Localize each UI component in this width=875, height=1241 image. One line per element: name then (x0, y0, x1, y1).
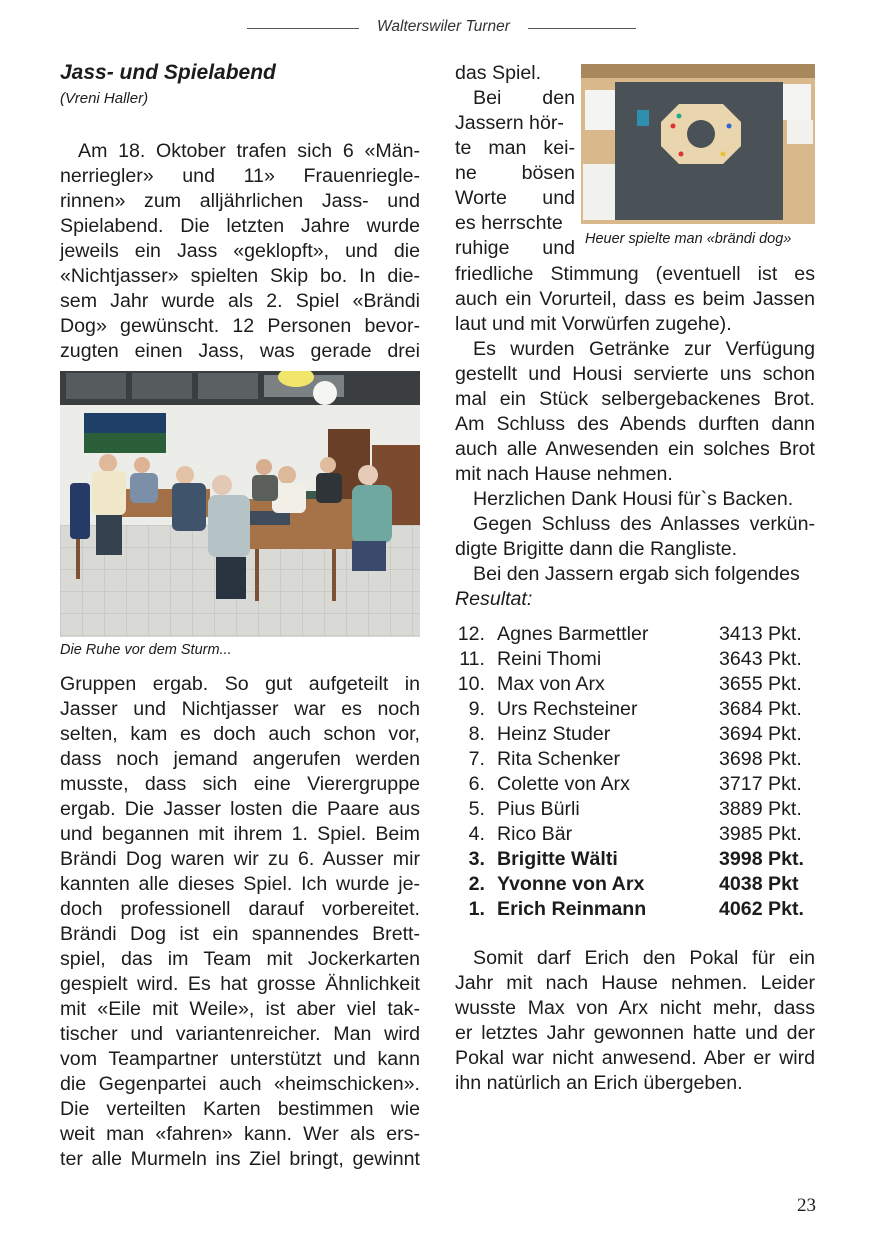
text-line: Am 18. Oktober trafen sich 6 «Män- (78, 140, 420, 162)
photo-brandi-dog-board-image (581, 64, 815, 224)
text-line: Pokal war nicht anwesend. Aber er wird (455, 1047, 815, 1069)
text-line: selten, kam es doch auch schon vor, (60, 723, 420, 745)
result-rank: 2. (468, 873, 485, 895)
result-row (455, 772, 815, 797)
text-line: dass noch jemand angerufen werden (60, 748, 420, 770)
text-line: te man kei- (455, 137, 575, 159)
text-line: Gruppen ergab. So gut aufgeteilt in (60, 673, 420, 695)
result-rank: 7. (468, 748, 485, 770)
text-line: mal ein Stück selbergebackenes Brot. (455, 388, 815, 410)
result-points: 3694 Pkt. (719, 723, 802, 745)
result-points: 3889 Pkt. (719, 798, 802, 820)
result-name: Agnes Barmettler (497, 623, 649, 645)
text-line: vom Teampartner unterstützt und kann (60, 1048, 420, 1070)
text-line: es herrschte (455, 212, 563, 234)
result-row (455, 672, 815, 697)
result-name: Pius Bürli (497, 798, 580, 820)
page-number: 23 (797, 1195, 816, 1216)
text-line: Worte und (455, 187, 575, 209)
result-points: 3655 Pkt. (719, 673, 802, 695)
result-name: Colette von Arx (497, 773, 630, 795)
result-name: Rita Schenker (497, 748, 621, 770)
result-name: Erich Reinmann (497, 898, 647, 920)
text-line: ruhige und (455, 237, 575, 259)
result-rank: 12. (457, 623, 485, 645)
text-line: die Gegenpartei auch «heimschicken». (60, 1073, 420, 1095)
photo1-caption: Die Ruhe vor dem Sturm... (60, 642, 232, 658)
text-line: Spielabend. Die letzten Jahre wurde (60, 215, 420, 237)
text-line: mit «Eile mit Weile», ist aber viel tak- (60, 998, 420, 1020)
text-line: ergab. Die Jasser losten die Paare aus (60, 798, 420, 820)
text-line: ne bösen (455, 162, 575, 184)
result-row (455, 647, 815, 672)
photo-players-hall-image (60, 371, 420, 637)
text-line: auch alle Anwesenden ein solches Brot (455, 438, 815, 460)
text-line: Resultat: (455, 588, 533, 610)
result-points: 3717 Pkt. (719, 773, 802, 795)
text-line: laut und mit Vorwürfen zugehe). (455, 313, 732, 335)
text-line: Am Schluss des Abends durften dann (455, 413, 815, 435)
text-line: Es wurden Getränke zur Verfügung (473, 338, 815, 360)
photo-players-hall (60, 371, 420, 637)
result-row (455, 722, 815, 747)
text-line: rinnen» zum alljährlichen Jass- und (60, 190, 420, 212)
text-line: und begannen mit ihrem 1. Spiel. Beim (60, 823, 420, 845)
intro-paragraph (60, 139, 420, 364)
result-points: 3643 Pkt. (719, 648, 802, 670)
result-name: Yvonne von Arx (497, 873, 645, 895)
result-rank: 1. (468, 898, 485, 920)
col2-body-text (455, 262, 815, 612)
col1-continuation (60, 672, 420, 1172)
text-line: das Spiel. (455, 62, 542, 84)
text-line: «Nichtjasser» spielten Skip bo. In die- (60, 265, 420, 287)
photo-brandi-dog-board (581, 64, 815, 224)
text-line: jeweils ein Jass «geklopft», und die (60, 240, 420, 262)
result-row-podium (455, 847, 815, 872)
photo2-caption: Heuer spielte man «brändi dog» (585, 231, 792, 247)
running-header (0, 18, 875, 40)
text-line: Somit darf Erich den Pokal für ein (473, 947, 815, 969)
text-line: doch professionell darauf vorbereitet. (60, 898, 420, 920)
result-points: 3985 Pkt. (719, 823, 802, 845)
result-row (455, 622, 815, 647)
text-line: musste, dass sich eine Vierergruppe (60, 773, 420, 795)
text-line: Brändi Dog ist ein spannendes Brett- (60, 923, 420, 945)
text-line: auch ein Vorurteil, dass es beim Jassen (455, 288, 815, 310)
text-line: er letztes Jahr gewonnen hatte und der (455, 1022, 815, 1044)
text-line: digte Brigitte dann die Rangliste. (455, 538, 738, 560)
col2-ending-text (455, 946, 815, 1096)
text-line: spiel, das im Team mit Jockerkarten (60, 948, 420, 970)
text-line: Gegen Schluss des Anlasses verkün- (473, 513, 815, 535)
text-line: wusste Max von Arx nicht mehr, dass (455, 997, 815, 1019)
text-line: Herzlichen Dank Housi für`s Backen. (473, 488, 794, 510)
text-line: friedliche Stimmung (eventuell ist es (455, 263, 815, 285)
text-line: Brändi Dog waren wir zu 6. Ausser mir (60, 848, 420, 870)
results-list (455, 622, 815, 922)
text-line: weit man «fahren» kann. Wer als ers- (60, 1123, 420, 1145)
result-points: 4038 Pkt (719, 873, 799, 895)
text-line: ter alle Murmeln ins Ziel bringt, gewinnt (60, 1148, 420, 1170)
result-row-winner (455, 897, 815, 922)
result-row (455, 797, 815, 822)
text-line: kannten alle dieses Spiel. Ich wurde je- (60, 873, 420, 895)
result-name: Heinz Studer (497, 723, 611, 745)
result-name: Brigitte Wälti (497, 848, 618, 870)
text-line: Dog» gewünscht. 12 Personen bevor- (60, 315, 420, 337)
result-row-podium (455, 872, 815, 897)
result-name: Rico Bär (497, 823, 573, 845)
text-line: mit nach Hause nehmen. (455, 463, 673, 485)
text-line: ihn natürlich an Erich übergeben. (455, 1072, 743, 1094)
article-author: (Vreni Haller) (60, 90, 149, 107)
text-line: sem Jahr wurde als 2. Spiel «Brändi (60, 290, 420, 312)
text-line: tischer und variantenreicher. Man wird (60, 1023, 420, 1045)
result-points: 3413 Pkt. (719, 623, 802, 645)
text-line: gespielt wird. Es hat grosse Ähnlichkeit (60, 973, 420, 995)
result-rank: 8. (468, 723, 485, 745)
text-line: Bei den Jassern ergab sich folgendes (473, 563, 800, 585)
result-points: 3684 Pkt. (719, 698, 802, 720)
result-row (455, 822, 815, 847)
text-line: Bei den (473, 87, 575, 109)
text-line: gestellt und Housi servierte uns schon (455, 363, 815, 385)
header-rule-left (247, 28, 359, 29)
result-points: 3998 Pkt. (719, 848, 804, 870)
result-row (455, 747, 815, 772)
result-name: Urs Rechsteiner (497, 698, 638, 720)
header-title: Walterswiler Turner (377, 18, 510, 35)
text-line: Jasser und Nichtjasser war es noch (60, 698, 420, 720)
article-title: Jass- und Spielabend (60, 61, 276, 84)
text-line: nerriegler» und 11» Frauenriegle- (60, 165, 420, 187)
text-line: zugten einen Jass, was gerade drei (60, 340, 420, 362)
result-rank: 11. (459, 648, 485, 670)
result-name: Reini Thomi (497, 648, 602, 670)
result-rank: 10. (457, 673, 485, 695)
result-points: 4062 Pkt. (719, 898, 804, 920)
result-rank: 4. (468, 823, 485, 845)
result-points: 3698 Pkt. (719, 748, 802, 770)
result-rank: 6. (468, 773, 485, 795)
text-line: Jassern hör- (455, 112, 564, 134)
text-line: Die verteilten Karten bestimmen wie (60, 1098, 420, 1120)
result-rank: 9. (468, 698, 485, 720)
result-rank: 5. (468, 798, 485, 820)
col2-top-text (455, 61, 575, 261)
result-row (455, 697, 815, 722)
result-name: Max von Arx (497, 673, 605, 695)
result-rank: 3. (468, 848, 485, 870)
text-line: Jahr mit nach Hause nehmen. Leider (455, 972, 815, 994)
header-rule-right (528, 28, 636, 29)
